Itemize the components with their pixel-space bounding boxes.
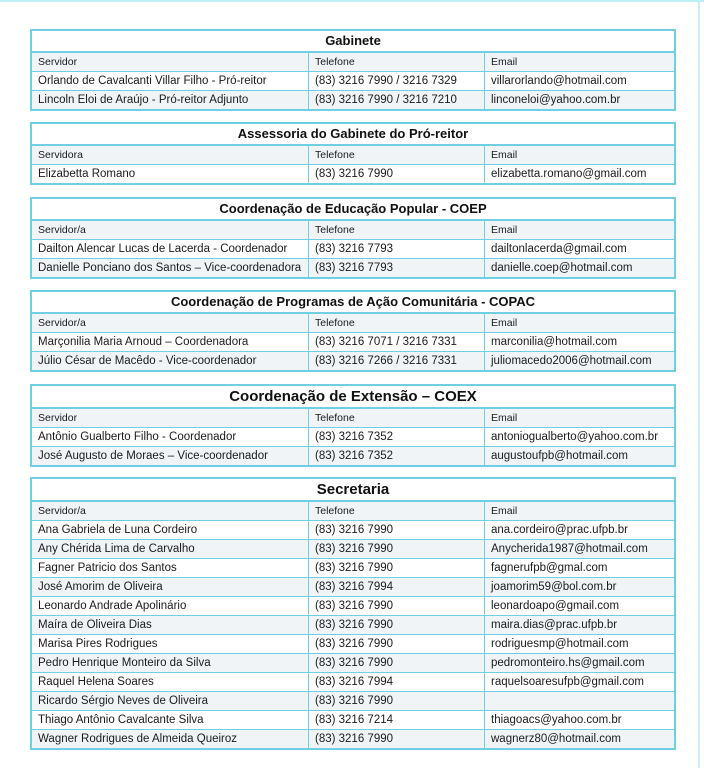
cell-phone: (83) 3216 7990 / 3216 7210 <box>309 91 485 109</box>
header-email: Email <box>491 412 518 424</box>
header-servidor: Servidor <box>32 53 309 71</box>
cell-name: Thiago Antônio Cavalcante Silva <box>32 711 309 729</box>
cell-email[interactable]: rodriguesmp@hotmail.com <box>491 638 629 650</box>
table-row <box>32 673 674 692</box>
cell-email[interactable]: elizabetta.romano@gmail.com <box>491 168 647 180</box>
cell-email[interactable]: augustoufpb@hotmail.com <box>491 450 628 462</box>
table-row <box>32 428 674 447</box>
header-servidor: Servidor/a <box>32 502 309 520</box>
cell-phone: (83) 3216 7990 <box>309 730 485 748</box>
header-email: Email <box>491 505 518 517</box>
section-title: Coordenação de Programas de Ação Comunitária - COPAC <box>32 292 674 314</box>
section-table <box>30 197 676 279</box>
cell-phone: (83) 3216 7990 <box>309 165 485 183</box>
cell-phone: (83) 3216 7352 <box>309 447 485 465</box>
table-row <box>32 240 674 259</box>
section-title: Gabinete <box>32 31 674 53</box>
table-row <box>32 730 674 748</box>
table-header-row <box>32 409 674 428</box>
section-title: Coordenação de Extensão – COEX <box>32 386 674 409</box>
table-row <box>32 578 674 597</box>
cell-name: José Amorim de Oliveira <box>32 578 309 596</box>
cell-phone: (83) 3216 7793 <box>309 240 485 258</box>
header-email: Email <box>491 317 518 329</box>
section-title: Assessoria do Gabinete do Pró-reitor <box>32 124 674 146</box>
table-row <box>32 521 674 540</box>
cell-name: Marçonilia Maria Arnoud – Coordenadora <box>32 333 309 351</box>
header-servidor: Servidor/a <box>32 221 309 239</box>
cell-phone: (83) 3216 7793 <box>309 259 485 277</box>
cell-phone: (83) 3216 7990 <box>309 559 485 577</box>
section-table <box>30 29 676 111</box>
cell-name: Ricardo Sérgio Neves de Oliveira <box>32 692 309 710</box>
cell-email[interactable]: pedromonteiro.hs@gmail.com <box>491 657 645 669</box>
section-title: Secretaria <box>32 479 674 502</box>
cell-name: Leonardo Andrade Apolinário <box>32 597 309 615</box>
cell-name: Any Chérida Lima de Carvalho <box>32 540 309 558</box>
header-telefone: Telefone <box>309 53 485 71</box>
table-row <box>32 635 674 654</box>
cell-phone: (83) 3216 7990 <box>309 521 485 539</box>
cell-phone: (83) 3216 7990 <box>309 635 485 653</box>
cell-name: Elizabetta Romano <box>32 165 309 183</box>
table-header-row <box>32 53 674 72</box>
table-row <box>32 559 674 578</box>
table-row <box>32 597 674 616</box>
table-row <box>32 91 674 109</box>
table-header-row <box>32 221 674 240</box>
cell-email[interactable]: ana.cordeiro@prac.ufpb.br <box>491 524 628 536</box>
table-row <box>32 259 674 277</box>
cell-name: Pedro Henrique Monteiro da Silva <box>32 654 309 672</box>
cell-phone: (83) 3216 7071 / 3216 7331 <box>309 333 485 351</box>
cell-name: Maíra de Oliveira Dias <box>32 616 309 634</box>
header-servidor: Servidor/a <box>32 314 309 332</box>
cell-email[interactable]: danielle.coep@hotmail.com <box>491 262 633 274</box>
header-servidor: Servidora <box>32 146 309 164</box>
table-row <box>32 352 674 370</box>
cell-name: Danielle Ponciano dos Santos – Vice-coordenadora <box>32 259 309 277</box>
table-row <box>32 447 674 465</box>
header-servidor: Servidor <box>32 409 309 427</box>
table-row <box>32 72 674 91</box>
cell-email[interactable]: wagnerz80@hotmail.com <box>491 733 621 745</box>
cell-name: Marisa Pires Rodrigues <box>32 635 309 653</box>
cell-email[interactable]: maira.dias@prac.ufpb.br <box>491 619 618 631</box>
header-telefone: Telefone <box>309 409 485 427</box>
cell-email[interactable]: antoniogualberto@yahoo.com.br <box>491 431 659 443</box>
cell-phone: (83) 3216 7990 <box>309 616 485 634</box>
cell-phone: (83) 3216 7214 <box>309 711 485 729</box>
cell-email[interactable]: marconilia@hotmail.com <box>491 336 618 348</box>
section-table <box>30 290 676 372</box>
table-row <box>32 692 674 711</box>
table-row <box>32 540 674 559</box>
cell-name: Ana Gabriela de Luna Cordeiro <box>32 521 309 539</box>
cell-email[interactable]: villarorlando@hotmail.com <box>491 75 627 87</box>
table-row <box>32 333 674 352</box>
header-telefone: Telefone <box>309 314 485 332</box>
cell-phone: (83) 3216 7990 <box>309 654 485 672</box>
cell-phone: (83) 3216 7352 <box>309 428 485 446</box>
cell-email[interactable]: thiagoacs@yahoo.com.br <box>491 714 622 726</box>
cell-name: Wagner Rodrigues de Almeida Queiroz <box>32 730 309 748</box>
header-email: Email <box>491 56 518 68</box>
section-title: Coordenação de Educação Popular - COEP <box>32 199 674 221</box>
cell-phone: (83) 3216 7994 <box>309 673 485 691</box>
cell-name: Antônio Gualberto Filho - Coordenador <box>32 428 309 446</box>
table-row <box>32 654 674 673</box>
cell-name: Raquel Helena Soares <box>32 673 309 691</box>
cell-phone: (83) 3216 7266 / 3216 7331 <box>309 352 485 370</box>
table-header-row <box>32 502 674 521</box>
cell-phone: (83) 3216 7990 / 3216 7329 <box>309 72 485 90</box>
cell-name: José Augusto de Moraes – Vice-coordenador <box>32 447 309 465</box>
section-table <box>30 384 676 467</box>
header-email: Email <box>491 149 518 161</box>
page-frame-top <box>0 0 704 2</box>
header-email: Email <box>491 224 518 236</box>
header-telefone: Telefone <box>309 146 485 164</box>
table-row <box>32 711 674 730</box>
cell-email[interactable]: fagnerufpb@gmal.com <box>491 562 608 574</box>
cell-email <box>485 692 674 710</box>
cell-phone: (83) 3216 7990 <box>309 540 485 558</box>
cell-name: Fagner Patricio dos Santos <box>32 559 309 577</box>
cell-name: Orlando de Cavalcanti Villar Filho - Pró-reitor <box>32 72 309 90</box>
cell-name: Dailton Alencar Lucas de Lacerda - Coordenador <box>32 240 309 258</box>
table-row <box>32 165 674 183</box>
page-frame-right <box>698 0 700 768</box>
cell-email[interactable]: dailtonlacerda@gmail.com <box>491 243 627 255</box>
cell-phone: (83) 3216 7990 <box>309 597 485 615</box>
table-header-row <box>32 146 674 165</box>
cell-name: Júlio César de Macêdo - Vice-coordenador <box>32 352 309 370</box>
cell-phone: (83) 3216 7994 <box>309 578 485 596</box>
cell-email[interactable]: leonardoapo@gmail.com <box>491 600 620 612</box>
cell-name: Lincoln Eloi de Araújo - Pró-reitor Adjunto <box>32 91 309 109</box>
table-header-row <box>32 314 674 333</box>
cell-email[interactable]: joamorim59@bol.com.br <box>491 581 617 593</box>
header-telefone: Telefone <box>309 221 485 239</box>
table-row <box>32 616 674 635</box>
cell-email[interactable]: linconeloi@yahoo.com.br <box>491 94 621 106</box>
cell-email[interactable]: raquelsoaresufpb@gmail.com <box>491 676 644 688</box>
section-table <box>30 122 676 185</box>
cell-email[interactable]: Anycherida1987@hotmail.com <box>491 543 648 555</box>
cell-email[interactable]: juliomacedo2006@hotmail.com <box>491 355 652 367</box>
section-table <box>30 477 676 750</box>
header-telefone: Telefone <box>309 502 485 520</box>
cell-phone: (83) 3216 7990 <box>309 692 485 710</box>
